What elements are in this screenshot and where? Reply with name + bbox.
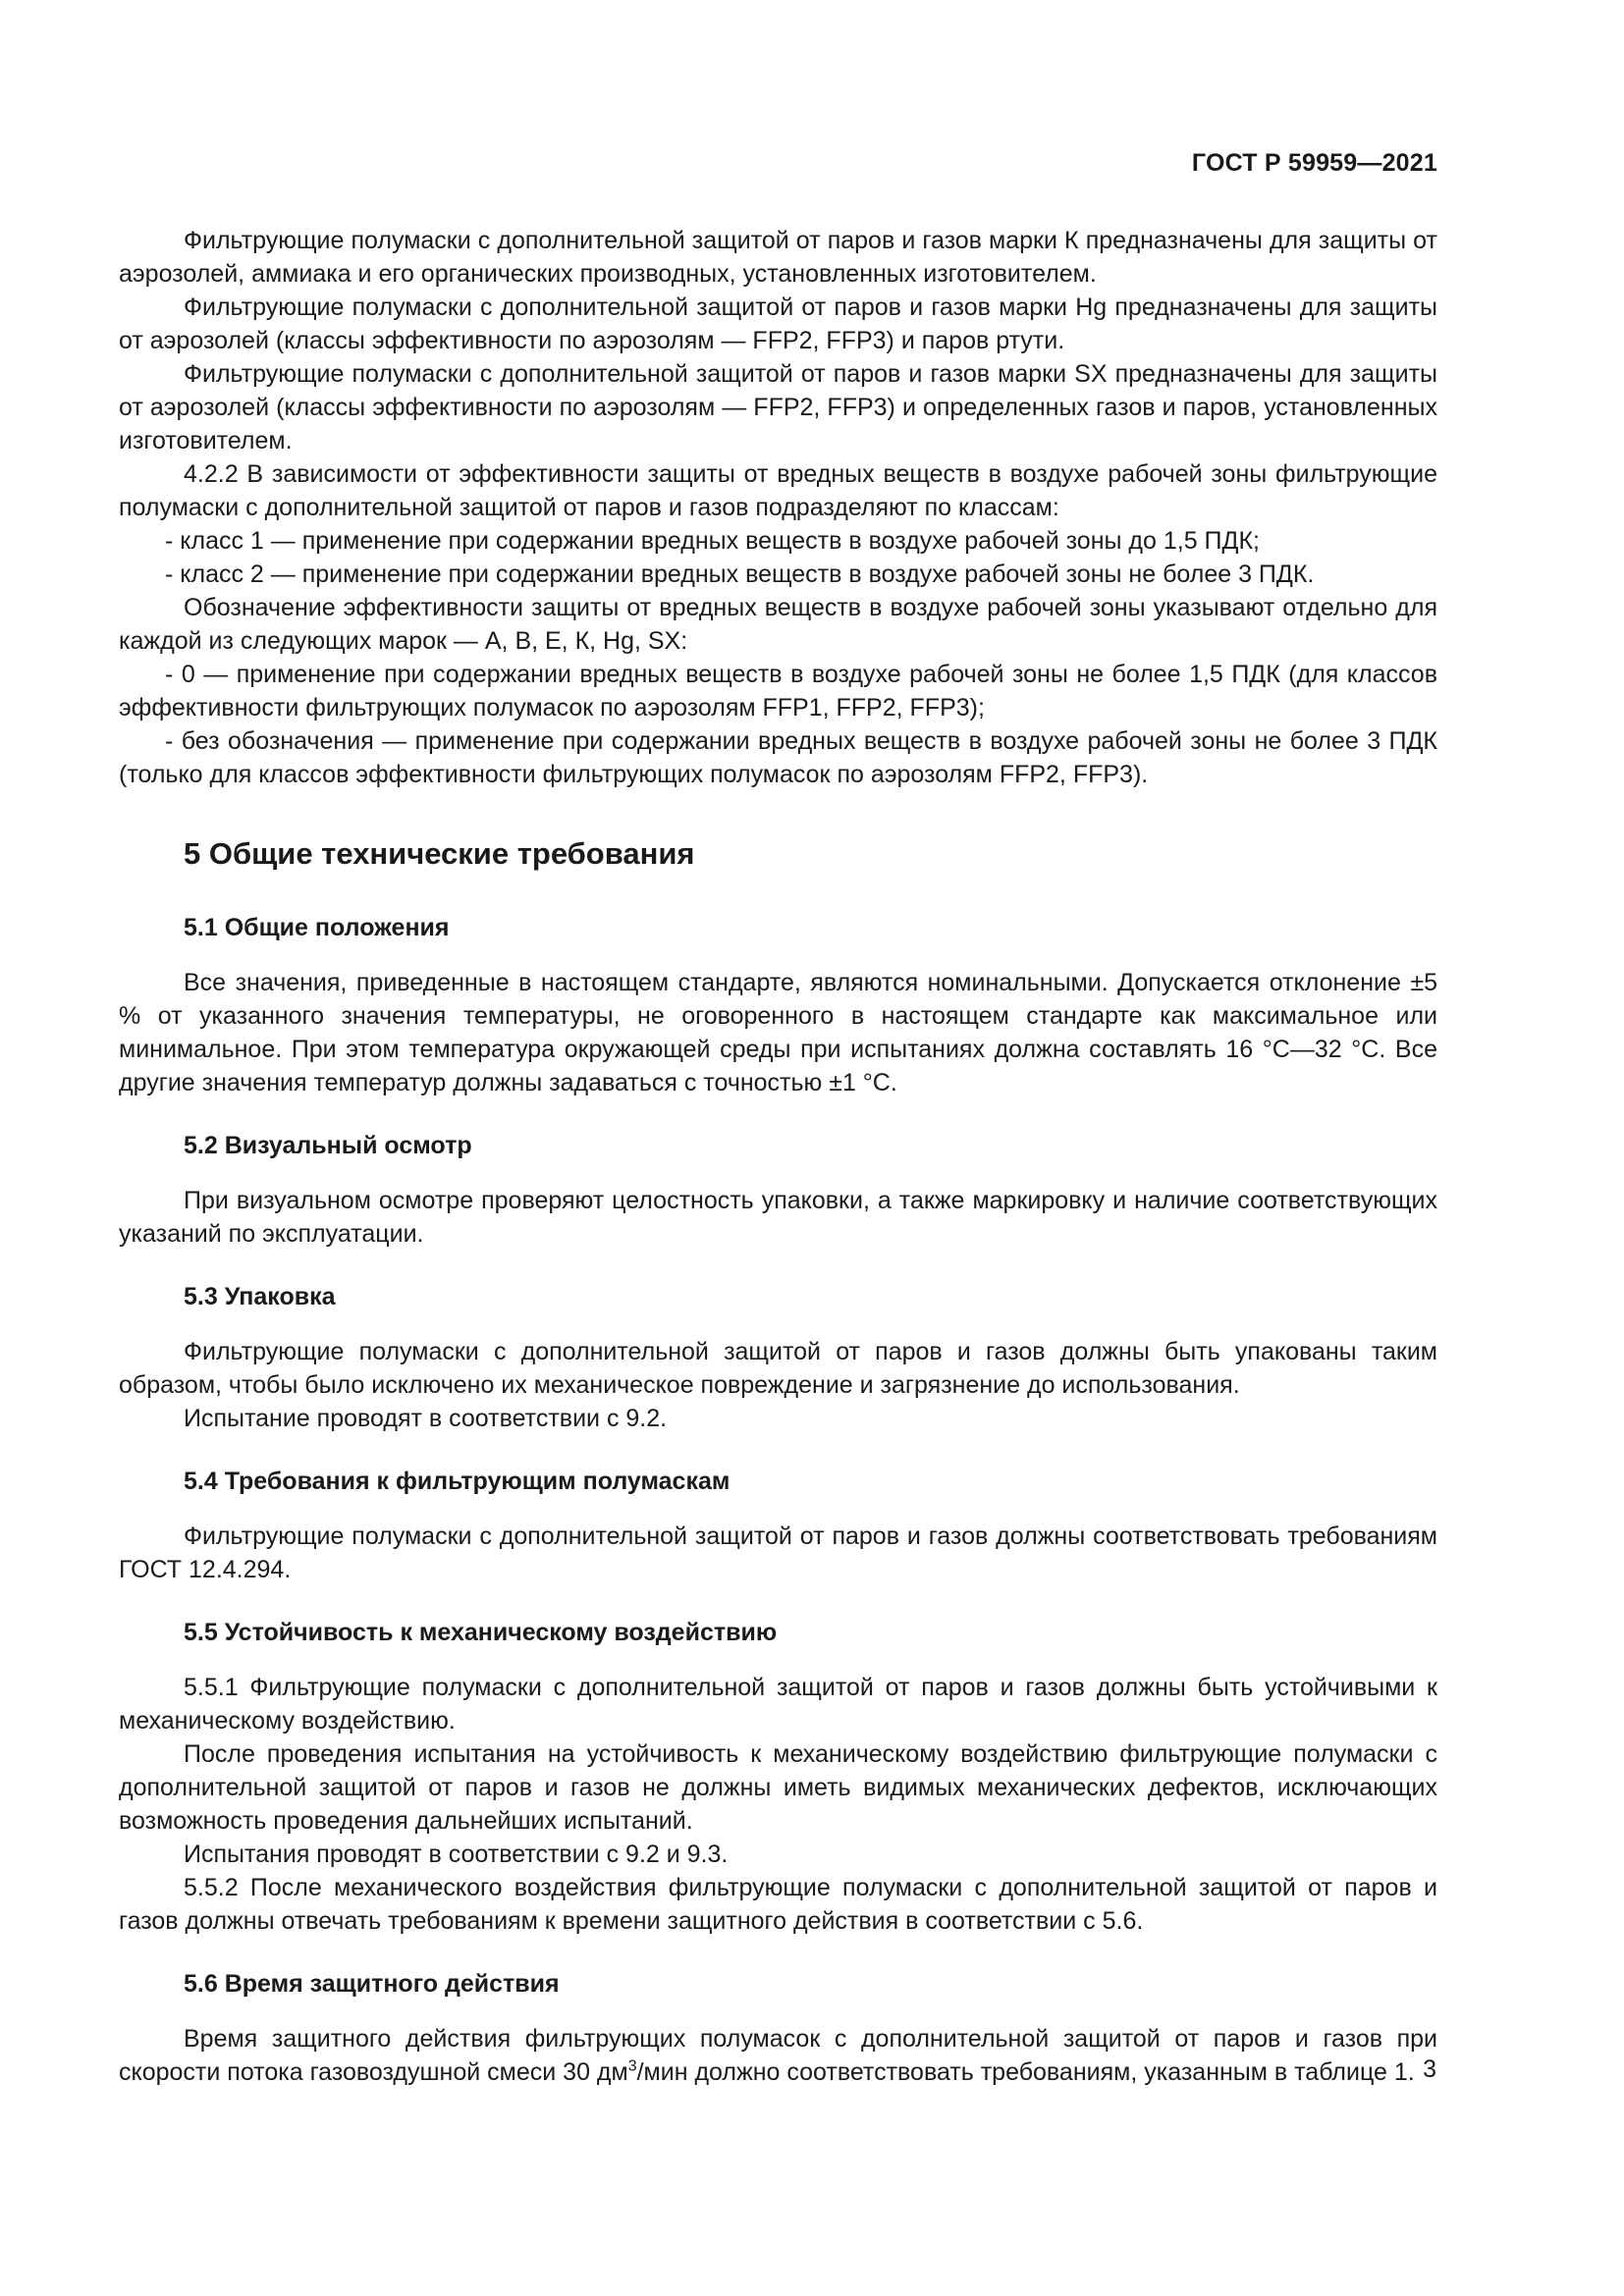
paragraph: 4.2.2 В зависимости от эффективности защиты от вредных веществ в воздухе рабочей зоны фильтрующие полумаски с дополнительной защитой от паров и газов подразделяют по классам: xyxy=(119,460,1437,521)
paragraph-text: Время защитного действия фильтрующих полумасок с дополнительной защитой от паров и газов при скорости потока газовоздушной смеси 30 дм xyxy=(119,2025,1437,2086)
list-item: - 0 — применение при содержании вредных веществ в воздухе рабочей зоны не более 1,5 ПДК (для классов эффективности фильтрующих полумасок по аэрозолям FFP1, FFP2, FFP3); xyxy=(119,661,1437,721)
subsection-heading: 5.5 Устойчивость к механическому воздействию xyxy=(184,1619,778,1646)
paragraph: Фильтрующие полумаски с дополнительной защитой от паров и газов должны соответствовать требованиям ГОСТ 12.4.294. xyxy=(119,1522,1437,1583)
paragraph: Все значения, приведенные в настоящем стандарте, являются номинальными. Допускается отклонение ±5 % от указанного значения температуры, не оговоренного в настоящем стандарте как максимальное или минимальное. При этом температура окружающей среды при испытаниях должна составлять 16 °С—32 °С. Все другие значения температур должны задаваться с точностью ±1 °С. xyxy=(119,969,1437,1096)
superscript: 3 xyxy=(627,2057,637,2075)
subsection-heading: 5.2 Визуальный осмотр xyxy=(184,1132,472,1159)
paragraph: Обозначение эффективности защиты от вредных веществ в воздухе рабочей зоны указывают отдельно для каждой из следующих марок — А, В, Е, К, Hg, SX: xyxy=(119,594,1437,655)
paragraph-with-superscript xyxy=(119,2022,1437,2089)
subsection-heading: 5.4 Требования к фильтрующим полумаскам xyxy=(184,1468,731,1495)
list-item: - класс 1 — применение при содержании вредных веществ в воздухе рабочей зоны до 1,5 ПДК; xyxy=(165,527,1260,555)
section-heading: 5 Общие технические требования xyxy=(184,836,695,871)
document-body xyxy=(119,224,1437,2089)
list-item: - без обозначения — применение при содержании вредных веществ в воздухе рабочей зоны не более 3 ПДК (только для классов эффективности фильтрующих полумасок по аэрозолям FFP2, FFP3). xyxy=(119,727,1437,788)
subsection-heading: 5.3 Упаковка xyxy=(184,1283,336,1310)
subsection-heading: 5.1 Общие положения xyxy=(184,914,450,941)
paragraph-text: /мин должно соответствовать требованиям, указанным в таблице 1. xyxy=(636,2058,1415,2086)
paragraph: Фильтрующие полумаски с дополнительной защитой от паров и газов марки Hg предназначены для защиты от аэрозолей (классы эффективности по аэрозолям — FFP2, FFP3) и паров ртути. xyxy=(119,294,1437,354)
paragraph: Фильтрующие полумаски с дополнительной защитой от паров и газов должны быть упакованы таким образом, чтобы было исключено их механическое повреждение и загрязнение до использования. xyxy=(119,1338,1437,1399)
paragraph: 5.5.1 Фильтрующие полумаски с дополнительной защитой от паров и газов должны быть устойчивыми к механическому воздействию. xyxy=(119,1674,1437,1735)
paragraph: Фильтрующие полумаски с дополнительной защитой от паров и газов марки SX предназначены для защиты от аэрозолей (классы эффективности по аэрозолям — FFP2, FFP3) и определенных газов и паров, установленных изготовителем. xyxy=(119,360,1437,454)
paragraph: Испытание проводят в соответствии с 9.2. xyxy=(184,1405,668,1432)
paragraph: Фильтрующие полумаски с дополнительной защитой от паров и газов марки К предназначены для защиты от аэрозолей, аммиака и его органических производных, установленных изготовителем. xyxy=(119,227,1437,288)
page-number: 3 xyxy=(1423,2056,1436,2083)
document-code-header: ГОСТ Р 59959—2021 xyxy=(1191,149,1437,177)
subsection-heading: 5.6 Время защитного действия xyxy=(184,1970,560,1998)
paragraph: При визуальном осмотре проверяют целостность упаковки, а также маркировку и наличие соответствующих указаний по эксплуатации. xyxy=(119,1187,1437,1248)
paragraph: После проведения испытания на устойчивость к механическому воздействию фильтрующие полумаски с дополнительной защитой от паров и газов не должны иметь видимых механических дефектов, исключающих возможность проведения дальнейших испытаний. xyxy=(119,1740,1437,1835)
paragraph: 5.5.2 После механического воздействия фильтрующие полумаски с дополнительной защитой от паров и газов должны отвечать требованиям к времени защитного действия в соответствии с 5.6. xyxy=(119,1874,1437,1935)
list-item: - класс 2 — применение при содержании вредных веществ в воздухе рабочей зоны не более 3 ПДК. xyxy=(165,561,1315,588)
paragraph: Испытания проводят в соответствии с 9.2 и 9.3. xyxy=(184,1841,729,1868)
